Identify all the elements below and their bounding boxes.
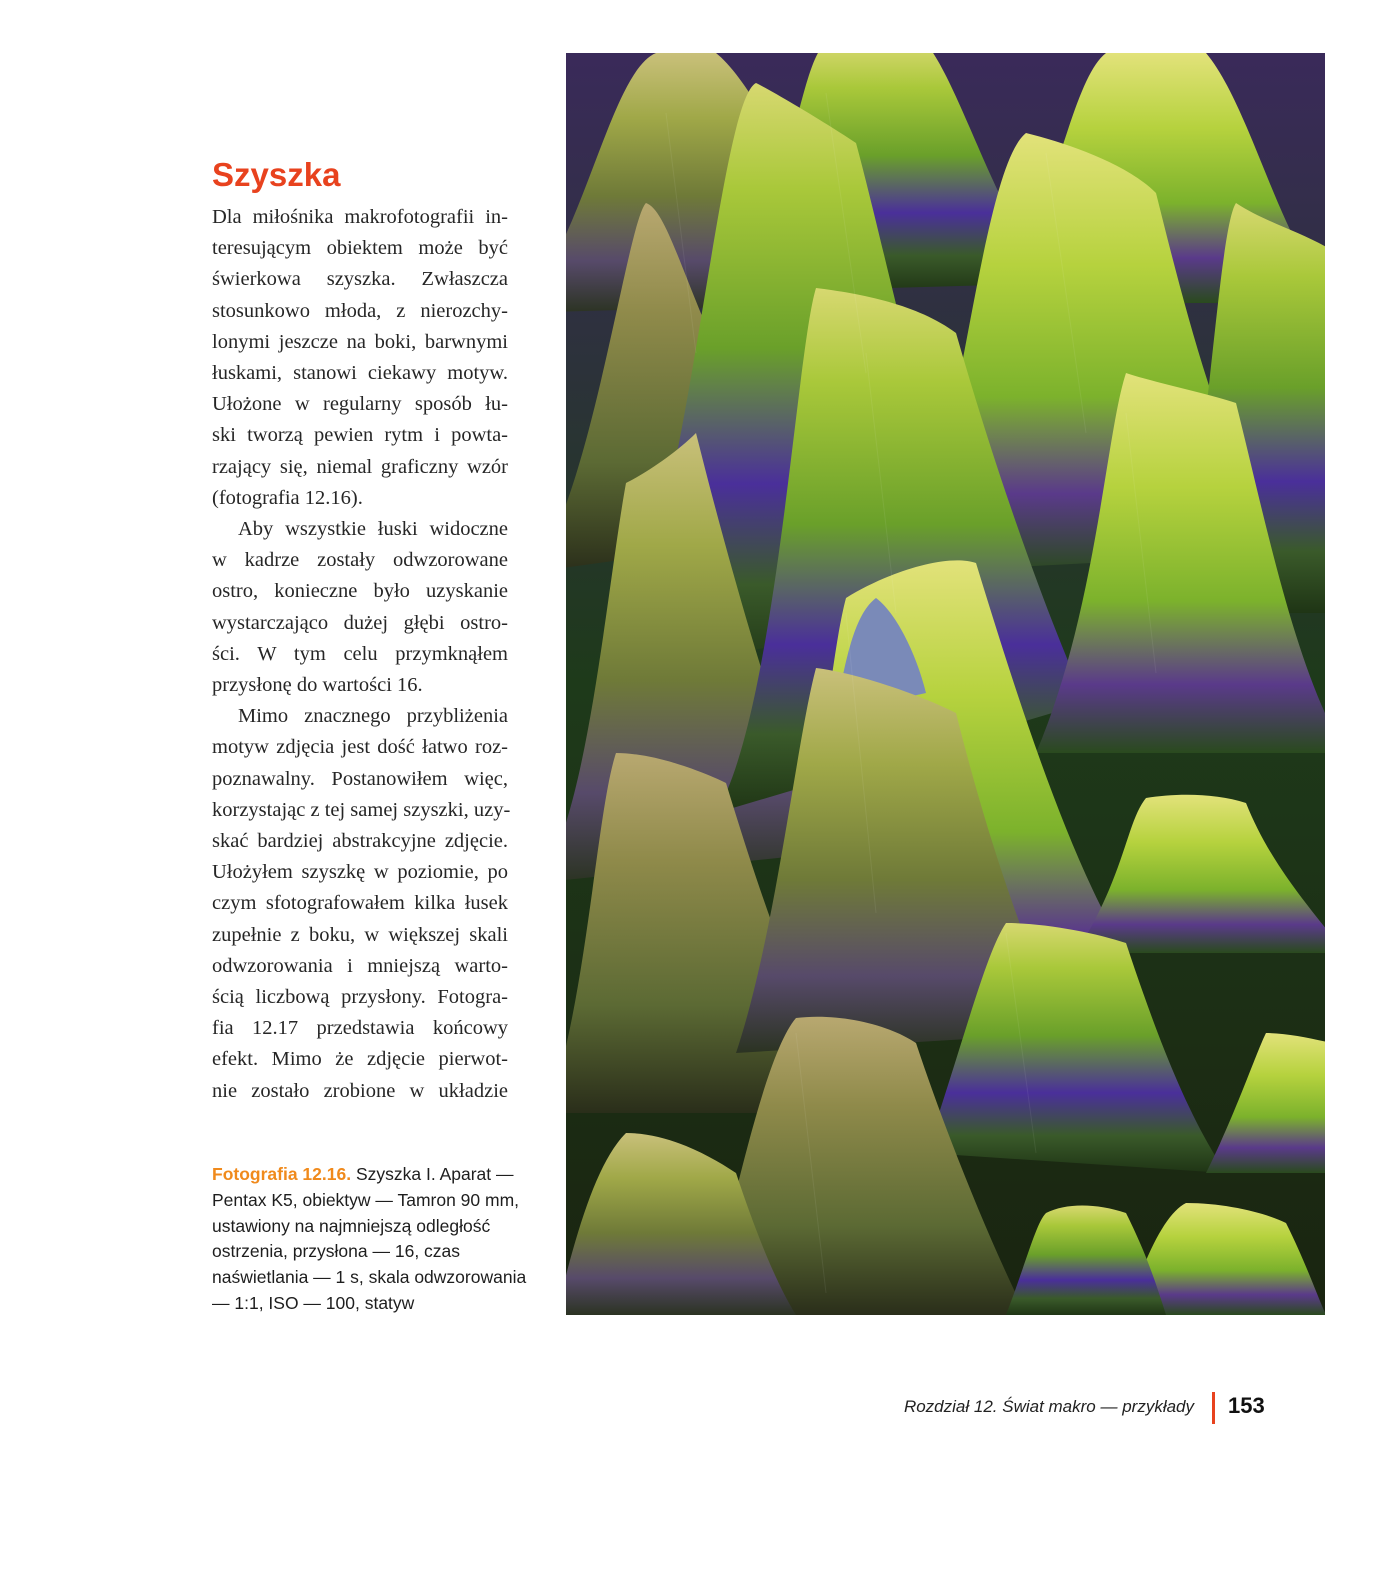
body-line: ścią liczbową przysłony. Fotogra-	[212, 986, 508, 1009]
body-line: lonymi jeszcze na boki, barwnymi	[212, 330, 508, 353]
body-line: przysłonę do wartości 16.	[212, 674, 423, 697]
body-line: ski tworzą pewien rytm i powta-	[212, 424, 508, 447]
caption-text: Szyszka I. Aparat — Pentax K5, obiektyw — Tamron 90 mm, ustawiony na najmniejszą odległość ostrzenia, przysłona — 16, czas naświetlania — 1 s, skala odwzorowania — 1:1, ISO — 100, statyw	[212, 1164, 527, 1313]
body-line: ści. W tym celu przymknąłem	[212, 642, 508, 665]
body-line: łuskami, stanowi ciekawy motyw.	[212, 362, 508, 385]
body-line: Ułożyłem szyszkę w poziomie, po	[212, 861, 508, 884]
article-column	[212, 150, 511, 1107]
page-footer	[870, 1390, 1270, 1426]
page-number: 153	[1228, 1393, 1265, 1418]
body-line: skać bardziej abstrakcyjne zdjęcie.	[212, 830, 508, 853]
body-line: Aby wszystkie łuski widoczne	[238, 518, 508, 541]
body-line: czym sfotografowałem kilka łusek	[212, 892, 508, 915]
body-line: świerkowa szyszka. Zwłaszcza	[212, 268, 508, 291]
body-line: ostro, konieczne było uzyskanie	[212, 580, 508, 603]
body-line: Ułożone w regularny sposób łu-	[212, 393, 508, 416]
body-line: efekt. Mimo że zdjęcie pierwot-	[212, 1048, 508, 1071]
body-line: korzystając z tej samej szyszki, uzy-	[212, 798, 511, 821]
body-line: wystarczająco dużej głębi ostro-	[212, 611, 508, 634]
section-title: Szyszka	[212, 156, 341, 193]
body-line: fia 12.17 przedstawia końcowy	[212, 1017, 508, 1040]
body-line: stosunkowo młoda, z nierozchy-	[212, 299, 508, 322]
body-line: Dla miłośnika makrofotografii in-	[212, 206, 508, 228]
body-line: teresującym obiektem może być	[212, 237, 508, 260]
spruce-cone-photo	[566, 53, 1325, 1315]
body-line: motyw zdjęcia jest dość łatwo roz-	[212, 736, 508, 759]
footer-divider	[1212, 1392, 1215, 1424]
body-line: poznawalny. Postanowiłem więc,	[212, 767, 508, 790]
caption-label: Fotografia 12.16.	[212, 1164, 352, 1184]
body-line: Mimo znacznego przybliżenia	[238, 705, 508, 728]
body-line: zupełnie z boku, w większej skali	[212, 923, 508, 946]
body-line: odwzorowania i mniejszą warto-	[212, 954, 508, 977]
spruce-cone-scales-icon	[566, 53, 1325, 1315]
body-line: w kadrze zostały odwzorowane	[212, 549, 508, 572]
body-line: rzający się, niemal graficzny wzór	[212, 455, 508, 478]
photo-caption	[212, 1162, 542, 1317]
body-line: (fotografia 12.16).	[212, 486, 363, 509]
body-line: nie zostało zrobione w układzie	[212, 1079, 508, 1102]
running-head: Rozdział 12. Świat makro — przykłady	[903, 1397, 1194, 1416]
